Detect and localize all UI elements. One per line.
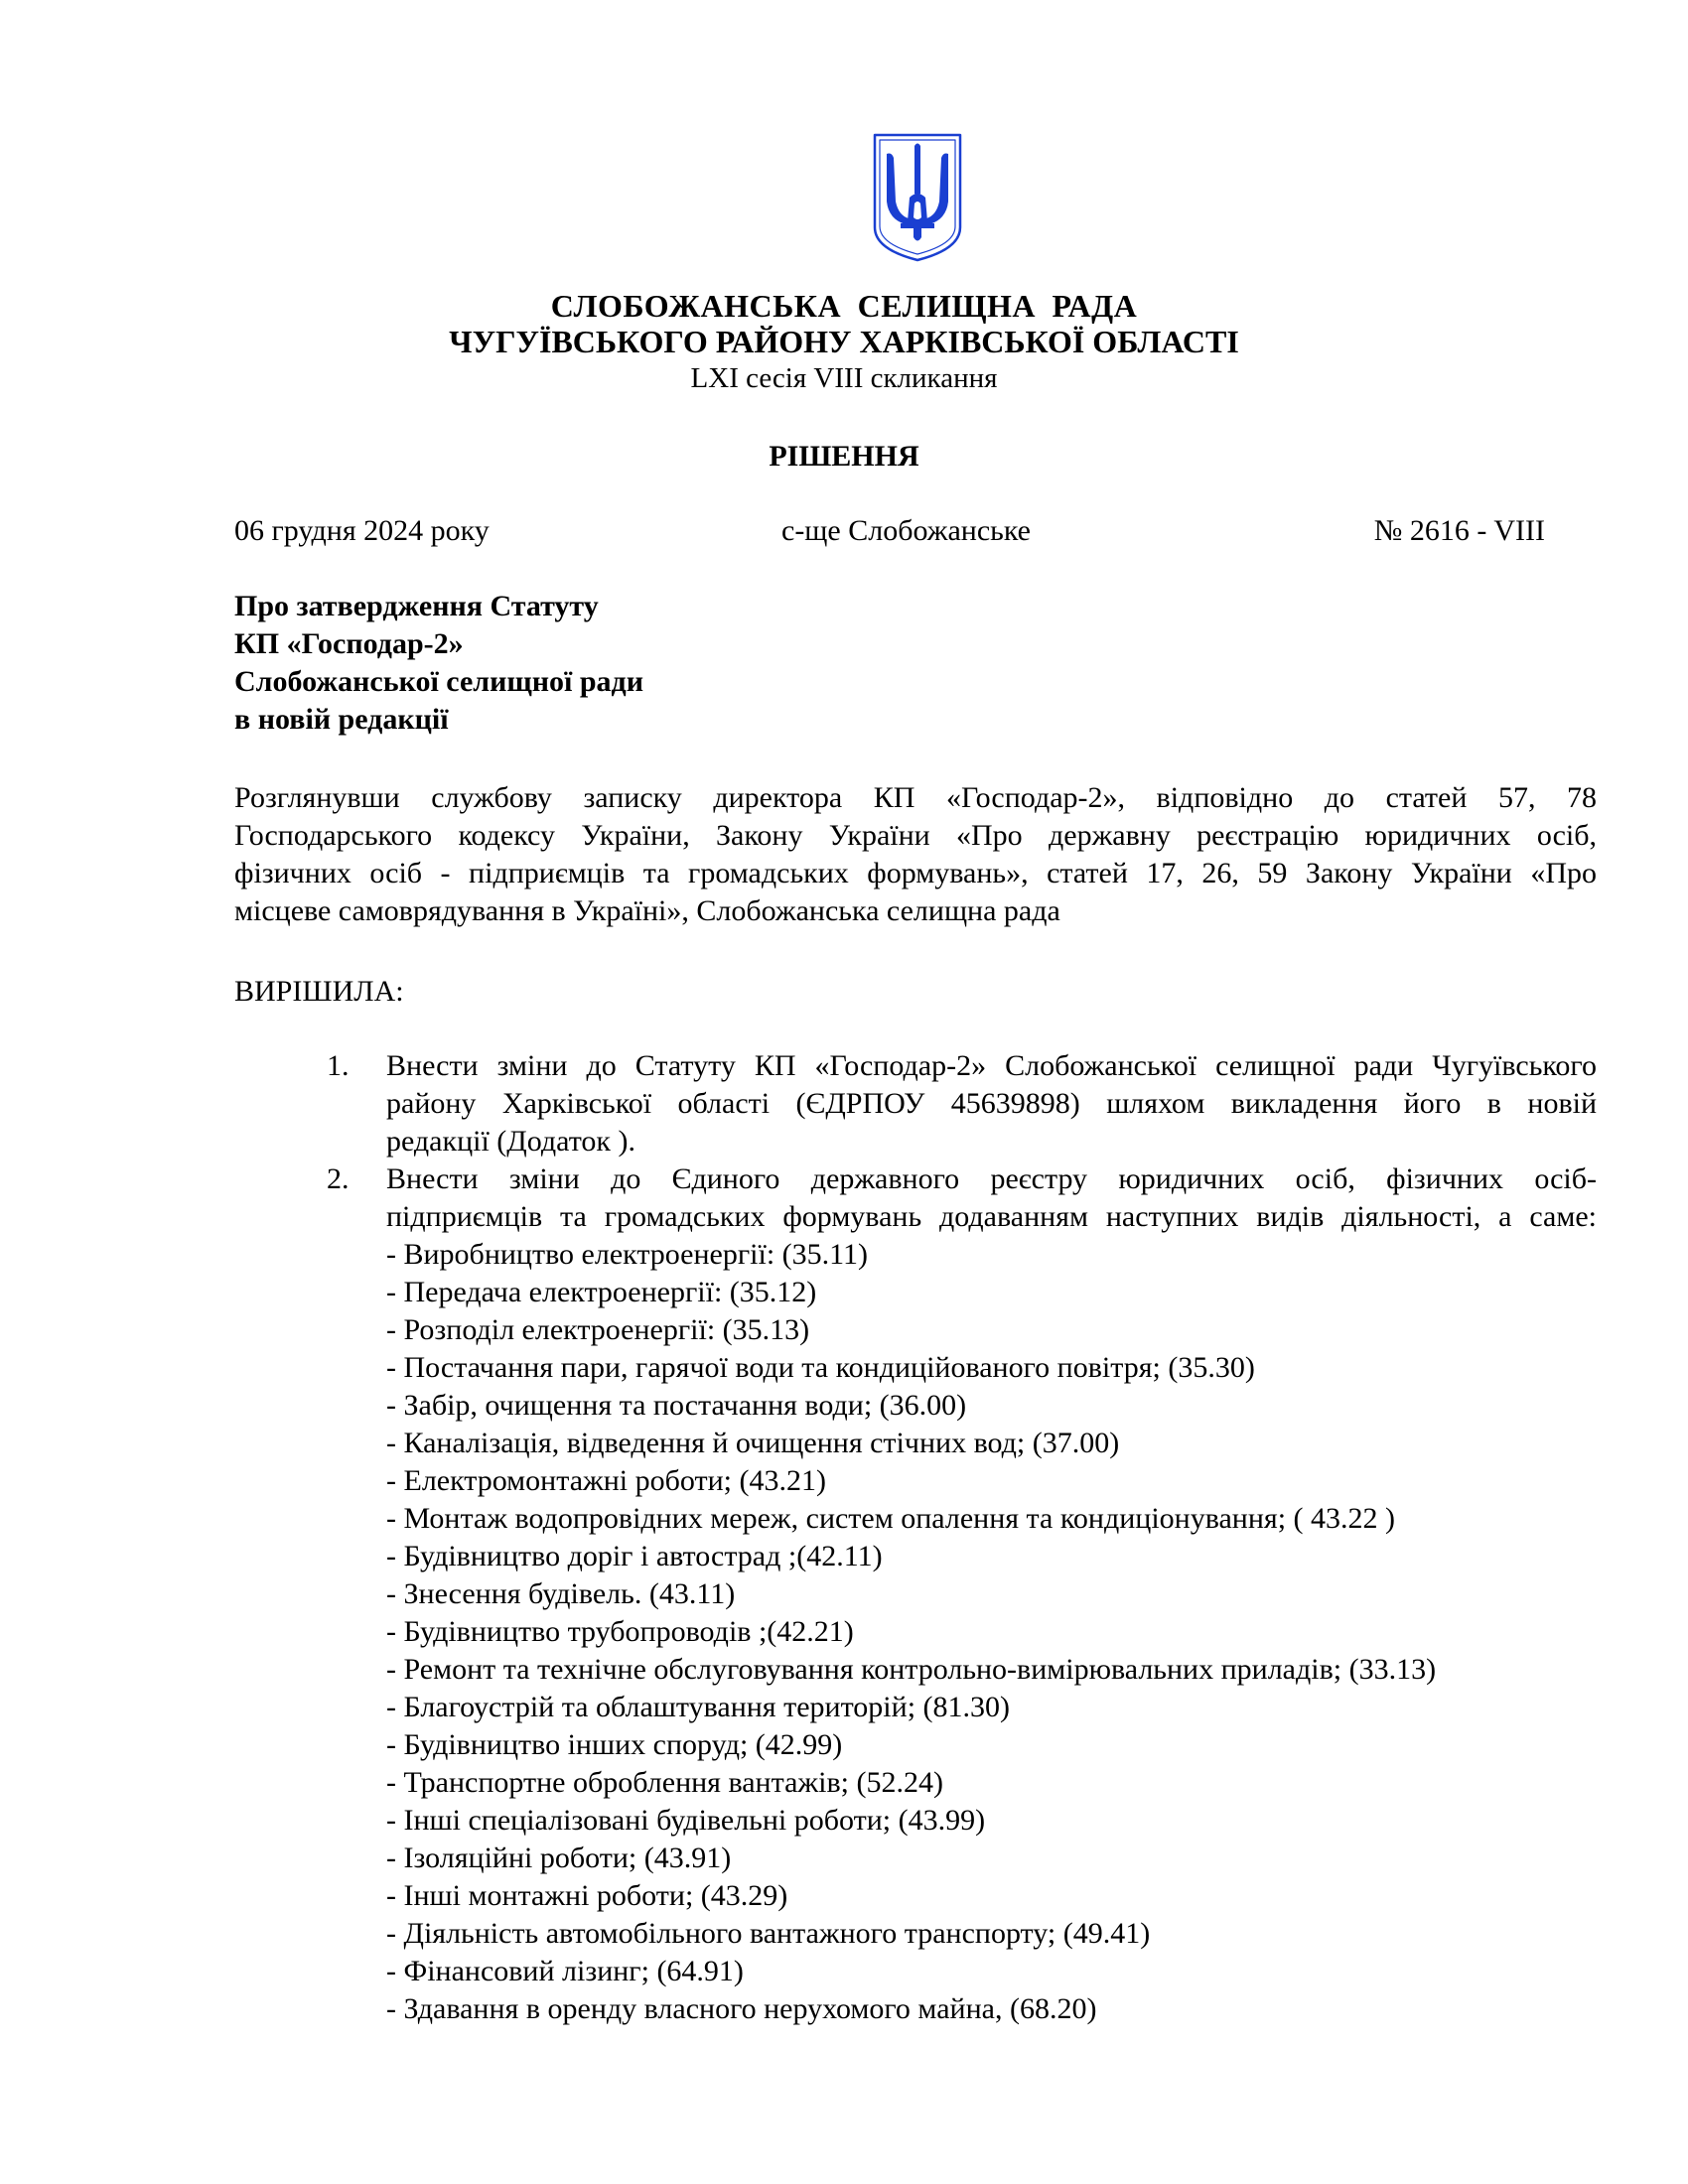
activity-item: - Будівництво трубопроводів ;(42.21) <box>386 1615 854 1648</box>
session-info: LXI сесія VIII скликання <box>690 362 998 394</box>
preamble-line: Розглянувши службову записку директора КП «Господар-2», відповідно до статей 57, 78 <box>234 781 1597 814</box>
decision-line: редакції (Додаток ). <box>386 1125 635 1158</box>
resolved-label: ВИРІШИЛА: <box>234 975 404 1008</box>
activity-item: - Ізоляційні роботи; (43.91) <box>386 1842 732 1874</box>
subject-line: Про затвердження Статуту <box>234 590 599 622</box>
decision-line: Внести зміни до Статуту КП «Господар-2» Слобожанської селищної ради Чугуївського <box>386 1049 1597 1082</box>
activity-item: - Інші спеціалізовані будівельні роботи; (43.99) <box>386 1804 986 1837</box>
activity-item: - Каналізація, відведення й очищення стічних вод; (37.00) <box>386 1427 1120 1459</box>
decision-text <box>386 1047 1597 1160</box>
preamble-paragraph <box>234 779 1597 930</box>
activity-item: - Забір, очищення та постачання води; (36.00) <box>386 1389 967 1422</box>
emblem-svg <box>872 132 963 263</box>
document-subject <box>234 588 643 739</box>
decision-text <box>386 1160 1597 2028</box>
activity-item: - Ремонт та технічне обслуговування контрольно-вимірювальних приладів; (33.13) <box>386 1653 1437 1686</box>
document-number: № 2616 - VIII <box>1373 514 1545 547</box>
decision-line: підприємців та громадських формувань додаванням наступних видів діяльності, а саме: <box>386 1200 1597 1233</box>
decision-list <box>328 1047 1597 2028</box>
activity-item: - Монтаж водопровідних мереж, систем опалення та кондиціонування; ( 43.22 ) <box>386 1502 1396 1535</box>
activity-item: - Транспортне оброблення вантажів; (52.24) <box>386 1766 943 1799</box>
document-date: 06 грудня 2024 року <box>234 514 490 547</box>
activity-item: - Електромонтажні роботи; (43.21) <box>386 1464 826 1497</box>
activity-item: - Будівництво доріг і автострад ;(42.11) <box>386 1540 883 1572</box>
activity-item: - Знесення будівель. (43.11) <box>386 1577 736 1610</box>
subject-line: Слобожанської селищної ради <box>234 665 644 698</box>
decision-line: району Харківської області (ЄДРПОУ 45639898) шляхом викладення його в новій <box>386 1087 1597 1120</box>
preamble-line: місцеве самоврядування в Україні», Слобожанська селищна рада <box>234 894 1060 927</box>
activity-item: - Виробництво електроенергії: (35.11) <box>386 1238 869 1271</box>
activity-item: - Постачання пари, гарячої води та кондиційованого повітря; (35.30) <box>386 1351 1255 1384</box>
subject-line: КП «Господар-2» <box>234 627 464 660</box>
activity-item: - Діяльність автомобільного вантажного транспорту; (49.41) <box>386 1917 1151 1950</box>
activity-item: - Будівництво інших споруд; (42.99) <box>386 1728 843 1761</box>
council-name: СЛОБОЖАНСЬКА СЕЛИЩНА РАДА <box>550 288 1138 324</box>
activity-item: - Передача електроенергії: (35.12) <box>386 1276 817 1308</box>
activity-item: - Розподіл електроенергії: (35.13) <box>386 1313 810 1346</box>
preamble-line: Господарського кодексу України, Закону України «Про державну реєстрацію юридичних осіб, <box>234 819 1597 852</box>
activity-item: - Фінансовий лізинг; (64.91) <box>386 1955 744 1987</box>
activity-item: - Благоустрій та облаштування територій; (81.30) <box>386 1691 1011 1723</box>
activity-list <box>386 1236 1597 2028</box>
decision-line: Внести зміни до Єдиного державного реєстру юридичних осіб, фізичних осіб- <box>386 1162 1597 1195</box>
activity-item: - Інші монтажні роботи; (43.29) <box>386 1879 788 1912</box>
decision-number: 2. <box>327 1162 350 1195</box>
activity-item: - Здавання в оренду власного нерухомого майна, (68.20) <box>386 1992 1097 2025</box>
tryzub-emblem-icon <box>872 132 963 263</box>
document-type-title: РІШЕННЯ <box>769 440 919 473</box>
decision-item-1 <box>328 1047 1597 1160</box>
subject-line: в новій редакції <box>234 703 449 736</box>
council-district: ЧУГУЇВСЬКОГО РАЙОНУ ХАРКІВСЬКОЇ ОБЛАСТІ <box>449 324 1239 359</box>
document-place: с-ще Слобожанське <box>781 514 1031 547</box>
decision-number: 1. <box>327 1049 350 1082</box>
decision-item-2 <box>328 1160 1597 2028</box>
preamble-line: фізичних осіб - підприємців та громадських формувань», статей 17, 26, 59 Закону України «Про <box>234 857 1597 889</box>
